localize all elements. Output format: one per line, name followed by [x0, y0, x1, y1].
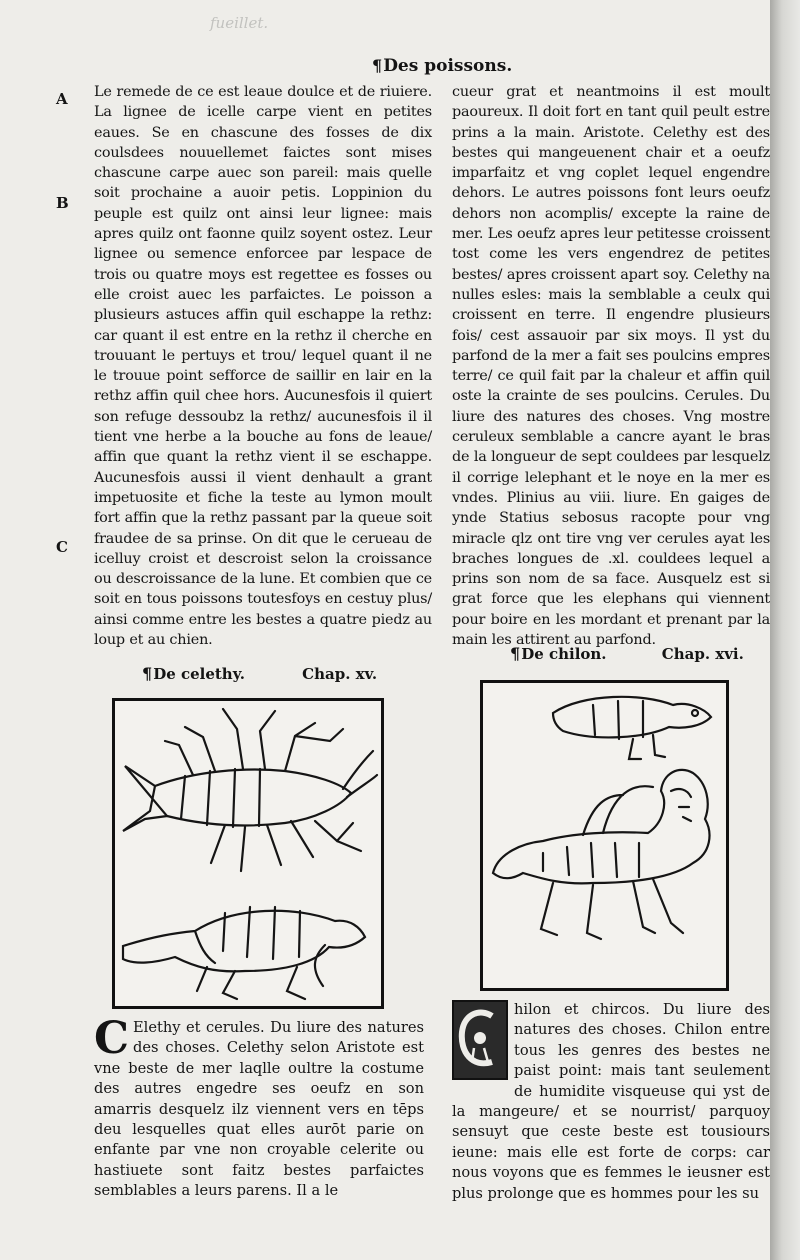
- page-gutter-shadow: [770, 0, 800, 1260]
- margin-letter-b: B: [56, 194, 69, 212]
- margin-letter-c: C: [56, 538, 68, 556]
- running-head: ¶ Des poissons.: [372, 56, 513, 76]
- right-column-text: cueur grat et neantmoins il est moult paoureux. Il doit fort en tant quil peult estre prins a la main. Aristote. Celethy est des bestes qui mangeuenent chair et a oeufz imparfaitz et vng coplet lequel engendre dehors. Le autres poissons font leurs oeufz dehors non acomplis/ excepte la raine de mer. Les oeufz apres leur petitesse croissent tost come les vers engendrez de petites bestes/ apres croissent apart soy. Celethy na nulles esles: mais la semblable a ceulx qui croissent en terre. Il engendre plusieurs fois/ cest assauoir par six moys. Il yst du parfond de la mer a fait ses poulcins empres terre/ ce quil fait par la chaleur et affin quil oste la crainte de ses poulcins. Cerules. Du liure des natures des choses. Vng mostre ceruleux semblable a cancre ayant le bras de la longueur de sept couldees par lesquelz il corrige lelephant et le noye en la mer es vndes. Plinius au viii. liure. En gaiges de ynde Statius sebosus racopte pour vng miracle qlz ont tire vng ver cerules ayat les braches longues de .xl. couldees lequel a prins son nom de sa face. Ausquelz est si grat force que les elephans qui viennent pour boire en les mordant et prenant par la main les attirent au parfond.: [452, 84, 770, 649]
- woodcut-chilon: [480, 680, 729, 991]
- dropcap-letter: C: [94, 1013, 130, 1064]
- right-column: [452, 82, 770, 650]
- lizard-and-manticore-illustration: [483, 683, 726, 988]
- crayfish-and-beast-illustration: [115, 701, 381, 1006]
- pilcrow-icon: ¶: [142, 664, 152, 683]
- left-column: [94, 82, 432, 650]
- celethy-text-block: [94, 1013, 424, 1202]
- celethy-text: Elethy et cerules. Du liure des natures des choses. Celethy selon Aristote est vne beste de mer laqlle oultre la costume des autres engedre ses oeufz en son amarris desquelz ilz viennent vers en tēps deu lesquelles quat elles aurōt parie on enfante par vne non croyable celerite ou hastiuete sont faitz bestes parfaictes semblables a leurs parens. Il a le: [94, 1019, 424, 1200]
- bleed-through-text: fueillet.: [210, 14, 269, 32]
- chilon-text: hilon et chircos. Du liure des natures des choses. Chilon entre tous les genres des bestes ne paist point: mais tant seulement de humidite visqueuse qui yst de la mangeure/ et se nourrist/ parquoy sensuyt que ceste beste est tousiours ieune: mais elle est forte de corps: car nous voyons que es femmes le ieusner est plus prolonge que es hommes pour les su: [452, 1001, 770, 1202]
- left-column-text: Le remede de ce est leaue doulce et de riuiere. La lignee de icelle carpe vient en petites eaues. Se en chascune des fosses de dix coulsdees nouuellemet faictes sont mises chascune carpe auec son pareil: mais quelle soit prochaine a auoir petis. Loppinion du peuple est quilz ont ainsi leur lignee: mais apres quilz ont faonne quilz soyent ostez. Leur lignee ou semence enforcee par lespace de trois ou quatre moys est regettee es fosses ou elle croist auec les parfaictes. Le poisson a plusieurs astuces affin quil eschappe la rethz: car quant il est entre en la rethz il cherche en trouuant le pertuys et trou/ lequel quant il ne le trouue point sefforce de saillir en lair en la rethz affin quil chee hors. Aucunesfois il quiert son refuge dessoubz la rethz/ aucunesfois il il tient vne herbe a la bouche au fons de leaue/ affin que quant la rethz vient il se eschappe. Aucunesfois aussi il vient denhault a grant impetuosite et fiche la teste au lymon moult fort affin que la rethz passant par la queue soit fraudee de sa prinse. On dit que le cerueau de icelluy croist et descroist selon la croissance ou descroissance de la lune. Et combien que ce soit en tous poissons toutesfoys en cestuy plus/ ainsi comme entre les bestes a quatre piedz au loup et au chien.: [94, 84, 432, 649]
- pilcrow-icon: ¶: [510, 644, 520, 663]
- margin-letter-a: A: [56, 90, 68, 108]
- woodcut-celethy: [112, 698, 384, 1009]
- chapter-heading-chilon: ¶ De chilon. Chap. xvi.: [510, 644, 744, 663]
- decorated-initial-c-icon: [452, 1000, 508, 1080]
- chapter-heading-celethy: ¶ De celethy. Chap. xv.: [142, 664, 378, 683]
- pilcrow-icon: ¶: [372, 56, 382, 75]
- chilon-text-block: [452, 1000, 770, 1204]
